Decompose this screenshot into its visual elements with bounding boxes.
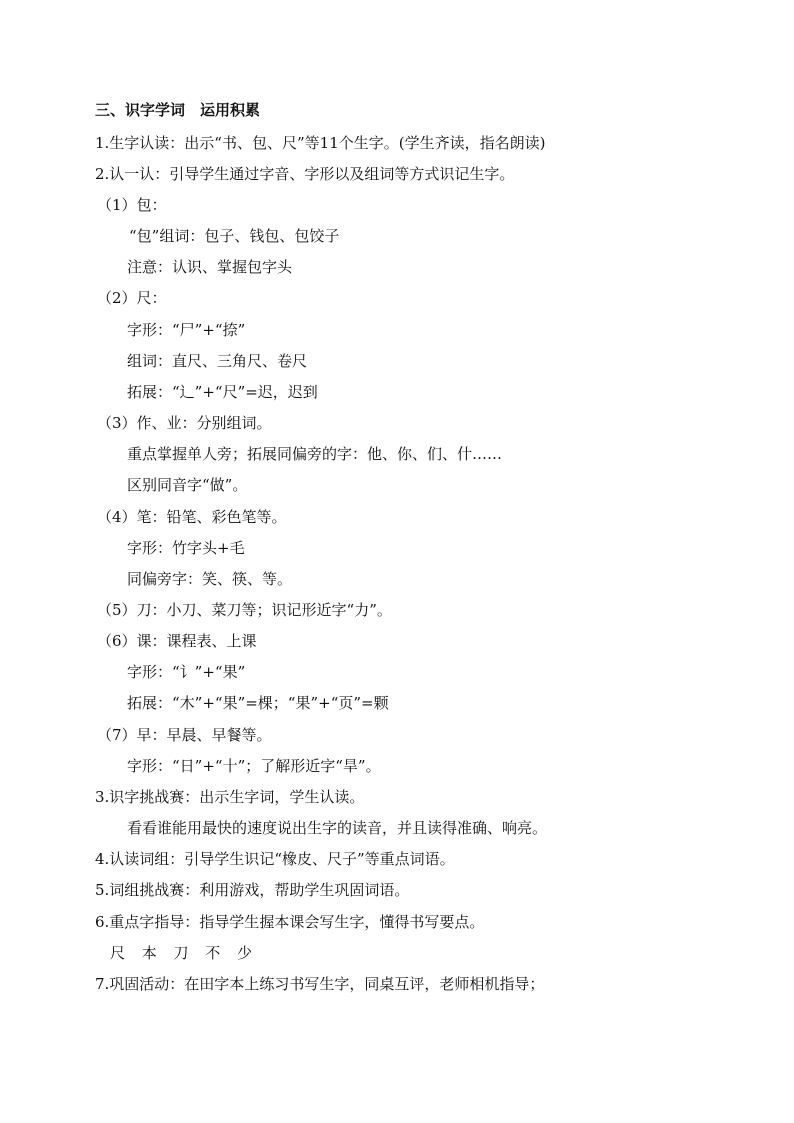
sub-item-2-line-3: 拓展：“辶”+“尺”=迟，迟到	[127, 383, 318, 401]
sub-item-2-line-2: 组词：直尺、三角尺、卷尺	[127, 352, 308, 370]
practice-characters: 尺 本 刀 不 少	[110, 944, 259, 962]
sub-item-1-line-2: 注意：认识、掌握包字头	[127, 258, 293, 276]
sub-item-6-line-1: 字形：“讠”+“果”	[127, 663, 246, 681]
item-5: 5.词组挑战赛：利用游戏，帮助学生巩固词语。	[95, 881, 410, 899]
section-heading: 三、识字学词 运用积累	[95, 101, 261, 119]
sub-item-7-line-1: 字形：“日”+“十”；了解形近字“旱”。	[127, 757, 381, 775]
sub-item-2: （2）尺：	[97, 289, 167, 307]
sub-item-1: （1）包：	[97, 196, 167, 214]
item-3: 3.识字挑战赛：出示生字词，学生认读。	[95, 788, 365, 806]
sub-item-3-line-1: 重点掌握单人旁；拓展同偏旁的字：他、你、们、什……	[127, 445, 503, 463]
sub-item-6: （6）课：课程表、上课	[97, 632, 257, 650]
item-3-detail: 看看谁能用最快的速度说出生字的读音，并且读得准确、响亮。	[127, 819, 548, 837]
item-7: 7.巩固活动：在田字本上练习书写生字，同桌互评，老师相机指导；	[95, 975, 545, 993]
item-2: 2.认一认：引导学生通过字音、字形以及组词等方式识记生字。	[95, 165, 515, 183]
sub-item-3-line-2: 区别同音字“做”。	[127, 476, 248, 494]
sub-item-4-line-2: 同偏旁字：笑、筷、等。	[127, 570, 293, 588]
sub-item-5: （5）刀：小刀、菜刀等；识记形近字“力”。	[97, 601, 392, 619]
item-6: 6.重点字指导：指导学生握本课会写生字，懂得书写要点。	[95, 913, 485, 931]
sub-item-1-line-1: “包”组词：包子、钱包、包饺子	[129, 227, 340, 245]
sub-item-7: （7）早：早晨、早餐等。	[97, 726, 272, 744]
sub-item-4-line-1: 字形：竹字头+毛	[127, 539, 245, 557]
sub-item-6-line-2: 拓展：“木”+“果”=棵；“果”+“页”=颗	[127, 694, 389, 712]
sub-item-4: （4）笔：铅笔、彩色笔等。	[97, 508, 287, 526]
sub-item-3: （3）作、业：分别组词。	[97, 414, 272, 432]
item-4: 4.认读词组：引导学生识记“橡皮、尺子”等重点词语。	[95, 850, 455, 868]
item-1: 1.生字认读：出示“书、包、尺”等11个生字。(学生齐读，指名朗读)	[95, 134, 546, 152]
sub-item-2-line-1: 字形：“尸”+“捺”	[127, 321, 246, 339]
